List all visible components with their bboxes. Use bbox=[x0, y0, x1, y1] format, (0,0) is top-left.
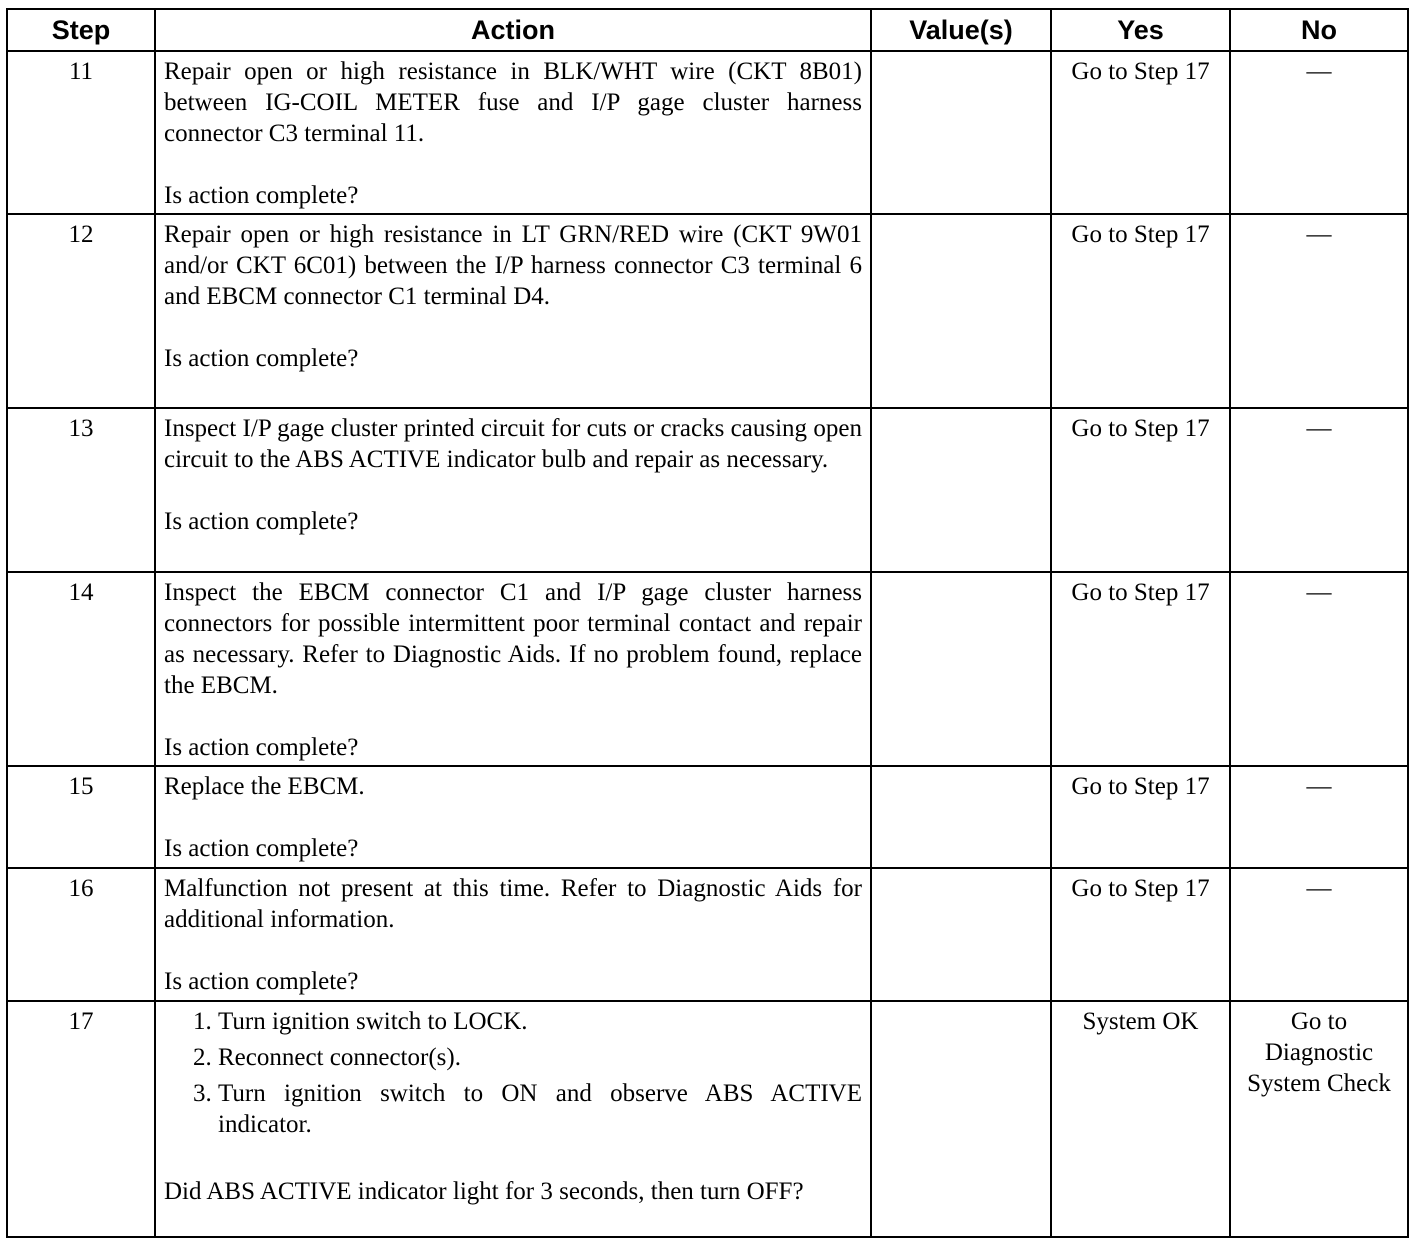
yes-cell: Go to Step 17 bbox=[1051, 408, 1230, 572]
no-cell: — bbox=[1230, 51, 1408, 214]
action-cell bbox=[155, 868, 871, 1001]
action-cell bbox=[155, 51, 871, 214]
header-yes: Yes bbox=[1051, 9, 1230, 51]
action-question: Did ABS ACTIVE indicator light for 3 seconds, then turn OFF? bbox=[164, 1178, 804, 1205]
step-number: 11 bbox=[7, 51, 155, 214]
value-cell bbox=[871, 214, 1051, 408]
header-step: Step bbox=[7, 9, 155, 51]
value-cell bbox=[871, 408, 1051, 572]
header-no: No bbox=[1230, 9, 1408, 51]
value-cell bbox=[871, 51, 1051, 214]
action-question: Is action complete? bbox=[164, 345, 359, 372]
action-steps-list bbox=[188, 1006, 862, 1140]
action-cell bbox=[155, 572, 871, 766]
yes-cell: Go to Step 17 bbox=[1051, 766, 1230, 868]
action-text: Replace the EBCM. bbox=[164, 773, 365, 800]
header-action: Action bbox=[155, 9, 871, 51]
action-question: Is action complete? bbox=[164, 968, 359, 995]
action-step-item: 3. Turn ignition switch to ON and observe ABS ACTIVE indicator. bbox=[218, 1078, 862, 1140]
table-row bbox=[7, 766, 1408, 868]
action-text: Malfunction not present at this time. Refer to Diagnostic Aids for additional information. bbox=[164, 875, 862, 933]
step-number: 14 bbox=[7, 572, 155, 766]
table-row bbox=[7, 408, 1408, 572]
yes-cell: Go to Step 17 bbox=[1051, 214, 1230, 408]
yes-cell: Go to Step 17 bbox=[1051, 51, 1230, 214]
action-step-item: 2. Reconnect connector(s). bbox=[218, 1042, 862, 1073]
action-text: Repair open or high resistance in BLK/WHT wire (CKT 8B01) between IG-COIL METER fuse and I/P gage cluster harness connector C3 terminal 11. bbox=[164, 58, 862, 147]
table-row bbox=[7, 214, 1408, 408]
yes-cell: Go to Step 17 bbox=[1051, 572, 1230, 766]
action-text: Inspect the EBCM connector C1 and I/P gage cluster harness connectors for possible intermittent poor terminal contact and repair as necessary. Refer to Diagnostic Aids. If no problem found, replace the EBCM. bbox=[164, 579, 862, 699]
no-cell: — bbox=[1230, 868, 1408, 1001]
value-cell bbox=[871, 1001, 1051, 1237]
step-number: 13 bbox=[7, 408, 155, 572]
action-text: Inspect I/P gage cluster printed circuit for cuts or cracks causing open circuit to the ABS ACTIVE indicator bulb and repair as necessary. bbox=[164, 415, 862, 473]
step-number: 15 bbox=[7, 766, 155, 868]
action-question: Is action complete? bbox=[164, 182, 359, 209]
diagnostic-table bbox=[6, 8, 1409, 1238]
no-cell: — bbox=[1230, 408, 1408, 572]
action-question: Is action complete? bbox=[164, 734, 359, 761]
action-question: Is action complete? bbox=[164, 835, 359, 862]
value-cell bbox=[871, 766, 1051, 868]
action-cell bbox=[155, 214, 871, 408]
action-cell bbox=[155, 408, 871, 572]
step-number: 12 bbox=[7, 214, 155, 408]
table-row bbox=[7, 51, 1408, 214]
no-cell: — bbox=[1230, 214, 1408, 408]
action-cell bbox=[155, 766, 871, 868]
table-row bbox=[7, 868, 1408, 1001]
table-row bbox=[7, 1001, 1408, 1237]
step-number: 16 bbox=[7, 868, 155, 1001]
action-text: Repair open or high resistance in LT GRN/RED wire (CKT 9W01 and/or CKT 6C01) between the I/P harness connector C3 terminal 6 and EBCM connector C1 terminal D4. bbox=[164, 221, 862, 310]
no-cell: — bbox=[1230, 766, 1408, 868]
yes-cell: System OK bbox=[1051, 1001, 1230, 1237]
header-values: Value(s) bbox=[871, 9, 1051, 51]
no-cell: — bbox=[1230, 572, 1408, 766]
action-step-item: 1. Turn ignition switch to LOCK. bbox=[218, 1006, 862, 1037]
action-cell bbox=[155, 1001, 871, 1237]
table-row bbox=[7, 572, 1408, 766]
value-cell bbox=[871, 572, 1051, 766]
action-question: Is action complete? bbox=[164, 508, 359, 535]
no-cell: Go to Diagnostic System Check bbox=[1230, 1001, 1408, 1237]
step-number: 17 bbox=[7, 1001, 155, 1237]
value-cell bbox=[871, 868, 1051, 1001]
yes-cell: Go to Step 17 bbox=[1051, 868, 1230, 1001]
header-row bbox=[7, 9, 1408, 51]
